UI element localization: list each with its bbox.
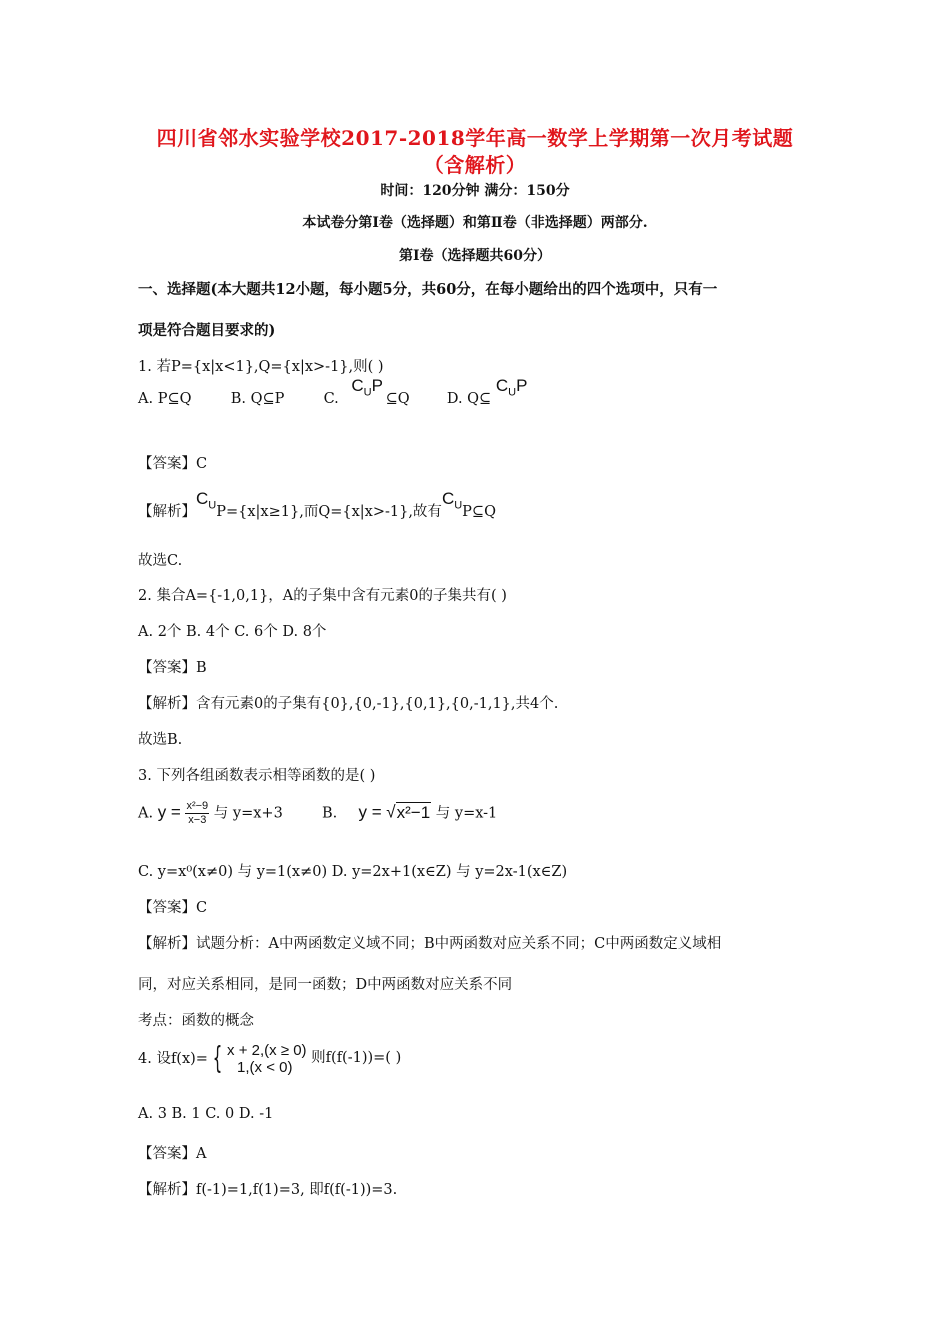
q3-options-ab: A. y = $\frac{\text{x²−9}}{x-3}$ 与 y=x+3 B. y = √x²−1 与 y=x-1	[138, 800, 498, 826]
q1-stem: 1. 若P={x|x<1},Q={x|x>-1},则( )	[138, 359, 384, 375]
document-title: 四川省邻水实验学校2017-2018学年高一数学上学期第一次月考试题	[156, 126, 794, 150]
q3-analysis-line2: 同，对应关系相同，是同一函数；D中两函数对应关系不同	[138, 977, 513, 993]
q4-options: A. 3 B. 1 C. 0 D. -1	[138, 1106, 274, 1122]
q1-conclusion: 故选C.	[138, 553, 183, 569]
q1-option-c-tail: ⊆Q	[385, 391, 410, 407]
q4-piecewise: x + 2,(x ≥ 0) 1,(x < 0)	[227, 1042, 307, 1076]
q1-analysis-complement-2: $C_U$	[441, 489, 463, 512]
q1-analysis: 【解析】$C_UP=\{x|x\ge 1\}$,而Q={x|x>-1},故有$C_UP⊆Q$	[138, 489, 496, 520]
q4-brace: {	[212, 1041, 223, 1076]
q3-answer: 【答案】C	[138, 900, 208, 916]
section-heading-line2: 项是符合题目要求的)	[138, 322, 276, 339]
q3-kaodian: 考点：函数的概念	[138, 1013, 254, 1029]
part-one-heading: 第Ⅰ卷（选择题共60分）	[398, 248, 552, 264]
q4-answer: 【答案】A	[138, 1146, 207, 1162]
q3-a-fraction: $\frac{\text{x²−9}}{x-3}$	[186, 800, 209, 826]
q1-complement-c: $C_UP$	[351, 376, 383, 399]
document-title-subline: （含解析）	[423, 153, 527, 177]
q2-analysis: 【解析】含有元素0的子集有{0},{0,-1},{0,1},{0,-1,1},共4个.	[138, 696, 559, 712]
q3-a-lhs: y =	[157, 802, 181, 822]
q1-option-b: B. Q⊆P	[230, 391, 285, 407]
q1-option-a: A. P⊆Q	[138, 391, 192, 407]
exam-composition: 本试卷分第Ⅰ卷（选择题）和第Ⅱ卷（非选择题）两部分.	[302, 215, 648, 231]
q3-options-cd: C. y=x⁰(x≠0) 与 y=1(x≠0) D. y=2x+1(x∈Z) 与 y=2x-1(x∈Z)	[138, 864, 568, 880]
q3-analysis-line1: 【解析】试题分析：A中两函数定义域不同；B中两函数对应关系不同；C中两函数定义域相	[138, 936, 722, 952]
q1-analysis-complement-1: $C_U$	[196, 489, 217, 512]
q2-options: A. 2个 B. 4个 C. 6个 D. 8个	[138, 624, 327, 640]
q3-b-lhs: y =	[358, 802, 382, 822]
q2-conclusion: 故选B.	[138, 732, 183, 748]
q1-complement-d: $C_UP$	[495, 376, 528, 399]
q1-option-d-label: D. Q⊆	[446, 391, 492, 407]
q1-answer: 【答案】C	[138, 456, 208, 472]
q4-analysis: 【解析】f(-1)=1,f(1)=3, 即f(f(-1))=3.	[138, 1182, 398, 1198]
q1-option-c-label: C.	[323, 391, 339, 407]
section-heading-line1: 一、选择题(本大题共12小题，每小题5分，共60分，在每小题给出的四个选项中，只有一	[138, 281, 718, 298]
q3-stem: 3. 下列各组函数表示相等函数的是( )	[138, 768, 376, 784]
time-info: 时间：120分钟 满分：150分	[380, 183, 570, 199]
q3-b-sqrt: x²−1	[396, 802, 431, 822]
q2-answer: 【答案】B	[138, 660, 207, 676]
q1-options	[138, 376, 528, 410]
q4-stem: 4. 设f(x)= { x + 2,(x ≥ 0) 1,(x < 0) 则f(f(-1))=( )	[138, 1041, 402, 1076]
q2-stem: 2. 集合A={-1,0,1}，A的子集中含有元素0的子集共有( )	[138, 588, 507, 604]
